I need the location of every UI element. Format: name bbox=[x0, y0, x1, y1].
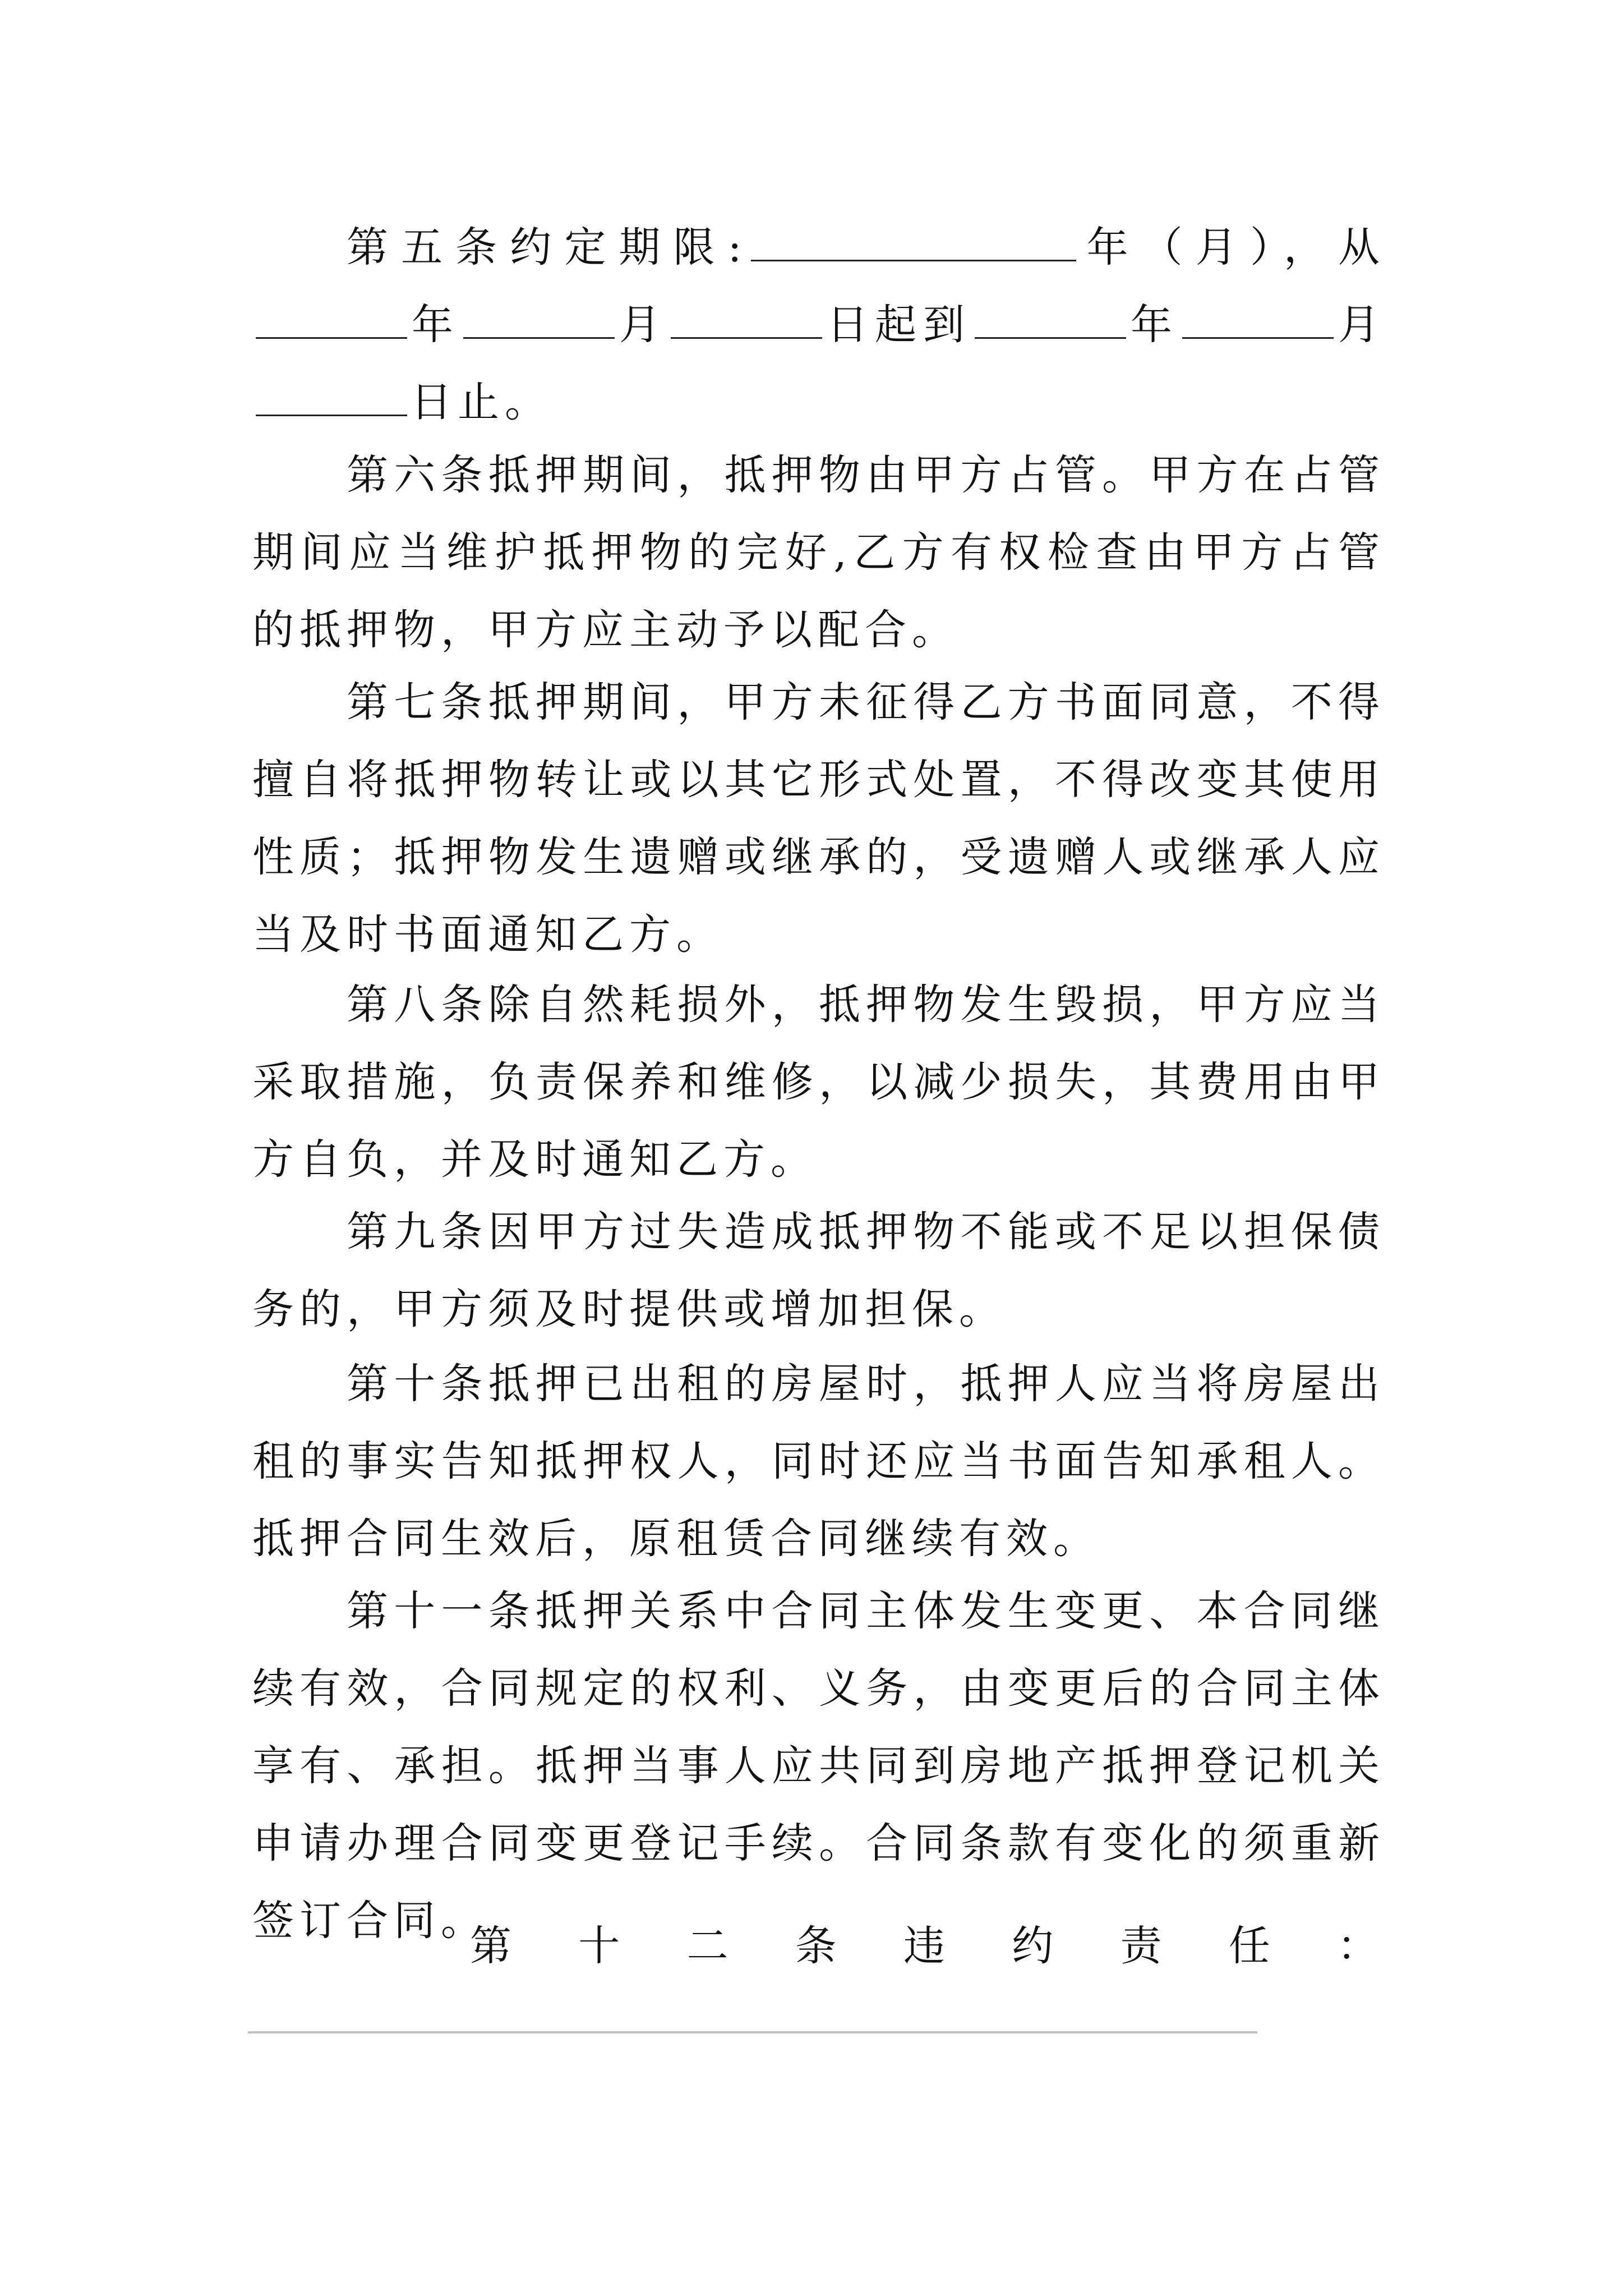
article-12-char: 第 bbox=[470, 1922, 511, 1970]
end-month-blank[interactable] bbox=[1182, 300, 1334, 339]
article-5-unit: 年（月），从 bbox=[1079, 223, 1386, 272]
article-12-char: 十 bbox=[578, 1922, 620, 1970]
end-year-blank[interactable] bbox=[975, 300, 1126, 339]
article-10-block bbox=[252, 1345, 1385, 1577]
article-5-block bbox=[252, 209, 1385, 441]
bottom-divider-line bbox=[248, 2031, 1257, 2033]
article-9-block bbox=[252, 1193, 1385, 1348]
article-6: 第六条抵押期间，抵押物由甲方占管。甲方在占管期间应当维护抵押物的完好,乙方有权检查由甲方占管的抵押物，甲方应主动予以配合。 bbox=[252, 451, 1385, 654]
start-month-blank[interactable] bbox=[463, 300, 615, 339]
end-day-blank[interactable] bbox=[256, 378, 407, 416]
end-month-label: 月 bbox=[1337, 301, 1385, 349]
period-blank[interactable] bbox=[751, 223, 1076, 261]
start-month-label: 月 bbox=[618, 301, 667, 349]
article-11-block bbox=[252, 1572, 1385, 1959]
article-12-char: 任 bbox=[1228, 1922, 1270, 1970]
article-7: 第七条抵押期间，甲方未征得乙方书面同意，不得擅自将抵押物转让或以其它形式处置，不得改变其使用性质；抵押物发生遗赠或继承的，受遗赠人或继承人应当及时书面通知乙方。 bbox=[252, 678, 1385, 959]
article-10: 第十条抵押已出租的房屋时，抵押人应当将房屋出租的事实告知抵押权人，同时还应当书面告知承租人。抵押合同生效后，原租赁合同继续有效。 bbox=[252, 1360, 1385, 1563]
article-5-lead: 第五条约定期限: bbox=[347, 223, 748, 272]
article-12-char: 约 bbox=[1012, 1922, 1054, 1970]
article-7-block bbox=[252, 664, 1385, 973]
article-12-char: 二 bbox=[686, 1922, 728, 1970]
article-6-block bbox=[252, 436, 1385, 669]
start-day-blank[interactable] bbox=[671, 300, 822, 339]
article-9: 第九条因甲方过失造成抵押物不能或不足以担保债务的，甲方须及时提供或增加担保。 bbox=[252, 1208, 1385, 1333]
article-5 bbox=[252, 209, 1385, 441]
start-day-label: 日起到 bbox=[826, 301, 971, 349]
article-8-block bbox=[252, 966, 1385, 1198]
end-year-label: 年 bbox=[1129, 301, 1179, 349]
start-year-label: 年 bbox=[411, 301, 460, 349]
article-12-heading bbox=[470, 1907, 1378, 1985]
article-11: 第十一条抵押关系中合同主体发生变更、本合同继续有效，合同规定的权利、义务，由变更后的合同主体享有、承担。抵押当事人应共同到房地产抵押登记机关申请办理合同变更登记手续。合同条款有变化的须重新签订合同。 bbox=[252, 1587, 1385, 1945]
end-day-label: 日止。 bbox=[411, 378, 552, 426]
article-12-char: ： bbox=[1337, 1922, 1378, 1970]
article-12-char: 违 bbox=[903, 1922, 945, 1970]
article-12-char: 责 bbox=[1120, 1922, 1162, 1970]
article-8: 第八条除自然耗损外，抵押物发生毁损，甲方应当采取措施，负责保养和维修，以减少损失，其费用由甲方自负，并及时通知乙方。 bbox=[252, 981, 1385, 1184]
start-year-blank[interactable] bbox=[256, 300, 407, 339]
article-12-char: 条 bbox=[795, 1922, 837, 1970]
